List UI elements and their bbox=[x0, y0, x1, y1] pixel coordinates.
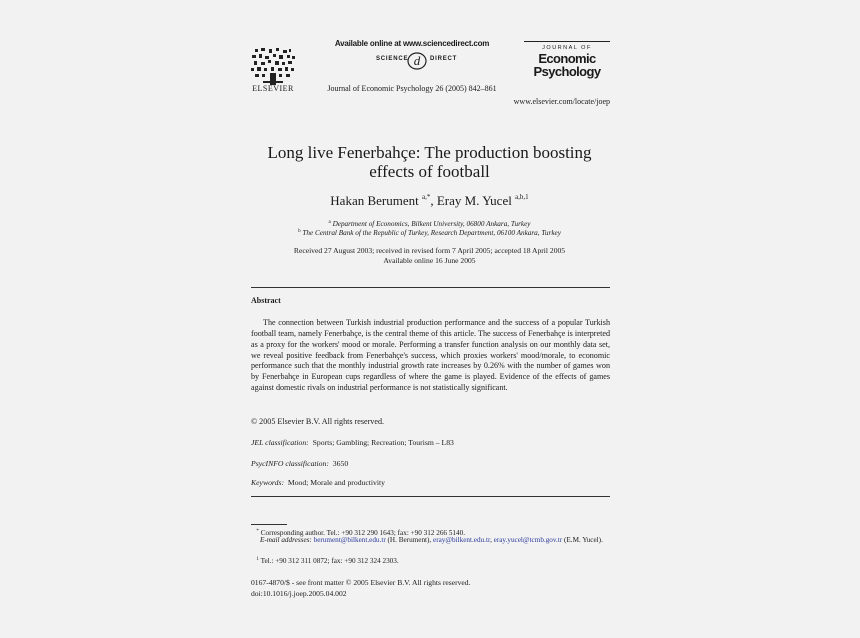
journal-citation: Journal of Economic Psychology 26 (2005) 842–861 bbox=[327, 84, 497, 93]
footnote-rule bbox=[251, 524, 287, 525]
issn-line: 0167-4870/$ - see front matter © 2005 Elsevier B.V. All rights reserved. bbox=[251, 578, 471, 587]
affiliation-a-text: Department of Economics, Bilkent University, 06800 Ankara, Turkey bbox=[332, 220, 531, 228]
journal-logo-small-text: JOURNAL OF bbox=[542, 45, 592, 51]
available-online-date: Available online 16 June 2005 bbox=[383, 256, 476, 265]
author-1[interactable]: Hakan Berument bbox=[330, 193, 419, 208]
email-link-eray-tcmb[interactable]: eray.yucel@tcmb.gov.tr bbox=[493, 536, 563, 544]
footnote-1 bbox=[251, 555, 610, 566]
abstract-heading: Abstract bbox=[251, 296, 281, 305]
title-line-2: effects of football bbox=[369, 162, 490, 181]
abstract-text: The connection between Turkish industrial production performance and the success of a popular Turkish football team, namely Fenerbahçe, is the central theme of this article. The success of Fenerbahçe is interpreted as a proxy for the workers' mood or morale. Performing a transfer function analysis on our monthly data set, we reveal positive feedback from Fenerbahçe's success, which proxies workers' mood/morale, to economic performance such that the monthly industrial growth rate increases by 0.26% with the number of games won by Fenerbahçe in European cups regardless of where the game is played. Evidence of the effects of games against domestic rivals on industrial performance is not statistically significant. bbox=[251, 318, 610, 393]
article-title bbox=[249, 143, 610, 181]
footnote-1-mark: 1 bbox=[256, 557, 259, 562]
available-online-banner: Available online at www.sciencedirect.com bbox=[334, 39, 490, 48]
email-owner-2: (E.M. Yucel). bbox=[564, 536, 603, 544]
jel-value: Sports; Gambling; Recreation; Tourism – L83 bbox=[312, 438, 454, 447]
received-dates: Received 27 August 2003; received in revised form 7 April 2005; accepted 18 April 2005 bbox=[293, 246, 566, 255]
sciencedirect-logo bbox=[376, 51, 460, 71]
affiliation-b-text: The Central Bank of the Republic of Turkey, Research Department, 06100 Ankara, Turkey bbox=[302, 229, 561, 237]
email-link-eray[interactable]: eray@bilkent.edu.tr bbox=[433, 536, 491, 544]
jel-label: JEL classification: bbox=[251, 438, 309, 447]
journal-logo-name bbox=[524, 52, 610, 78]
publisher-name: ELSEVIER bbox=[252, 84, 294, 93]
journal-logo-line1: Economic bbox=[538, 51, 596, 66]
keywords bbox=[251, 478, 385, 487]
affiliation-a-mark: a bbox=[328, 220, 331, 225]
footnote-star-mark: * bbox=[256, 529, 259, 534]
author-separator: , bbox=[430, 193, 437, 208]
journal-logo-line2: Psychology bbox=[533, 64, 601, 79]
title-line-1: Long live Fenerbahçe: The production boosting bbox=[267, 143, 592, 162]
author-2[interactable]: Eray M. Yucel bbox=[436, 193, 512, 208]
svg-text:d: d bbox=[413, 53, 421, 68]
author-2-affiliation: a,b,1 bbox=[515, 193, 529, 201]
divider bbox=[251, 496, 610, 497]
sciencedirect-left-text: SCIENCE bbox=[376, 56, 409, 62]
email-link-berument[interactable]: berument@bilkent.edu.tr bbox=[313, 536, 386, 544]
doi-line[interactable]: doi:10.1016/j.joep.2005.04.002 bbox=[251, 589, 347, 598]
abstract-copyright: © 2005 Elsevier B.V. All rights reserved. bbox=[251, 417, 385, 426]
affiliation-b-mark: b bbox=[298, 229, 301, 234]
footnote-emails: E-mail addresses: berument@bilkent.edu.tr (H. Berument), eray@bilkent.edu.tr, eray.yucel@tcmb.gov.tr (E.M. Yucel). bbox=[259, 536, 603, 544]
corresponding-text: Corresponding author. Tel.: +90 312 290 1643; fax: +90 312 266 5140. bbox=[260, 529, 465, 537]
jel-classification bbox=[251, 438, 454, 447]
divider bbox=[251, 287, 610, 288]
author-1-affiliation: a,* bbox=[422, 193, 431, 201]
affiliation-b bbox=[249, 229, 610, 237]
sciencedirect-d-icon bbox=[407, 51, 427, 71]
psycinfo-classification bbox=[251, 459, 348, 468]
psycinfo-label: PsycINFO classification: bbox=[251, 459, 329, 468]
email-owner-1: (H. Berument), bbox=[387, 536, 432, 544]
author-list bbox=[249, 193, 610, 209]
journal-url[interactable]: www.elsevier.com/locate/joep bbox=[513, 97, 610, 106]
affiliation-a bbox=[249, 220, 610, 228]
sciencedirect-right-text: DIRECT bbox=[430, 56, 458, 62]
footnote-1-text: Tel.: +90 312 311 0872; fax: +90 312 324 2303. bbox=[260, 557, 399, 565]
psycinfo-value: 3650 bbox=[332, 459, 349, 468]
email-label: E-mail addresses: bbox=[259, 536, 312, 544]
keywords-label: Keywords: bbox=[251, 478, 285, 487]
keywords-value: Mood; Morale and productivity bbox=[287, 478, 386, 487]
